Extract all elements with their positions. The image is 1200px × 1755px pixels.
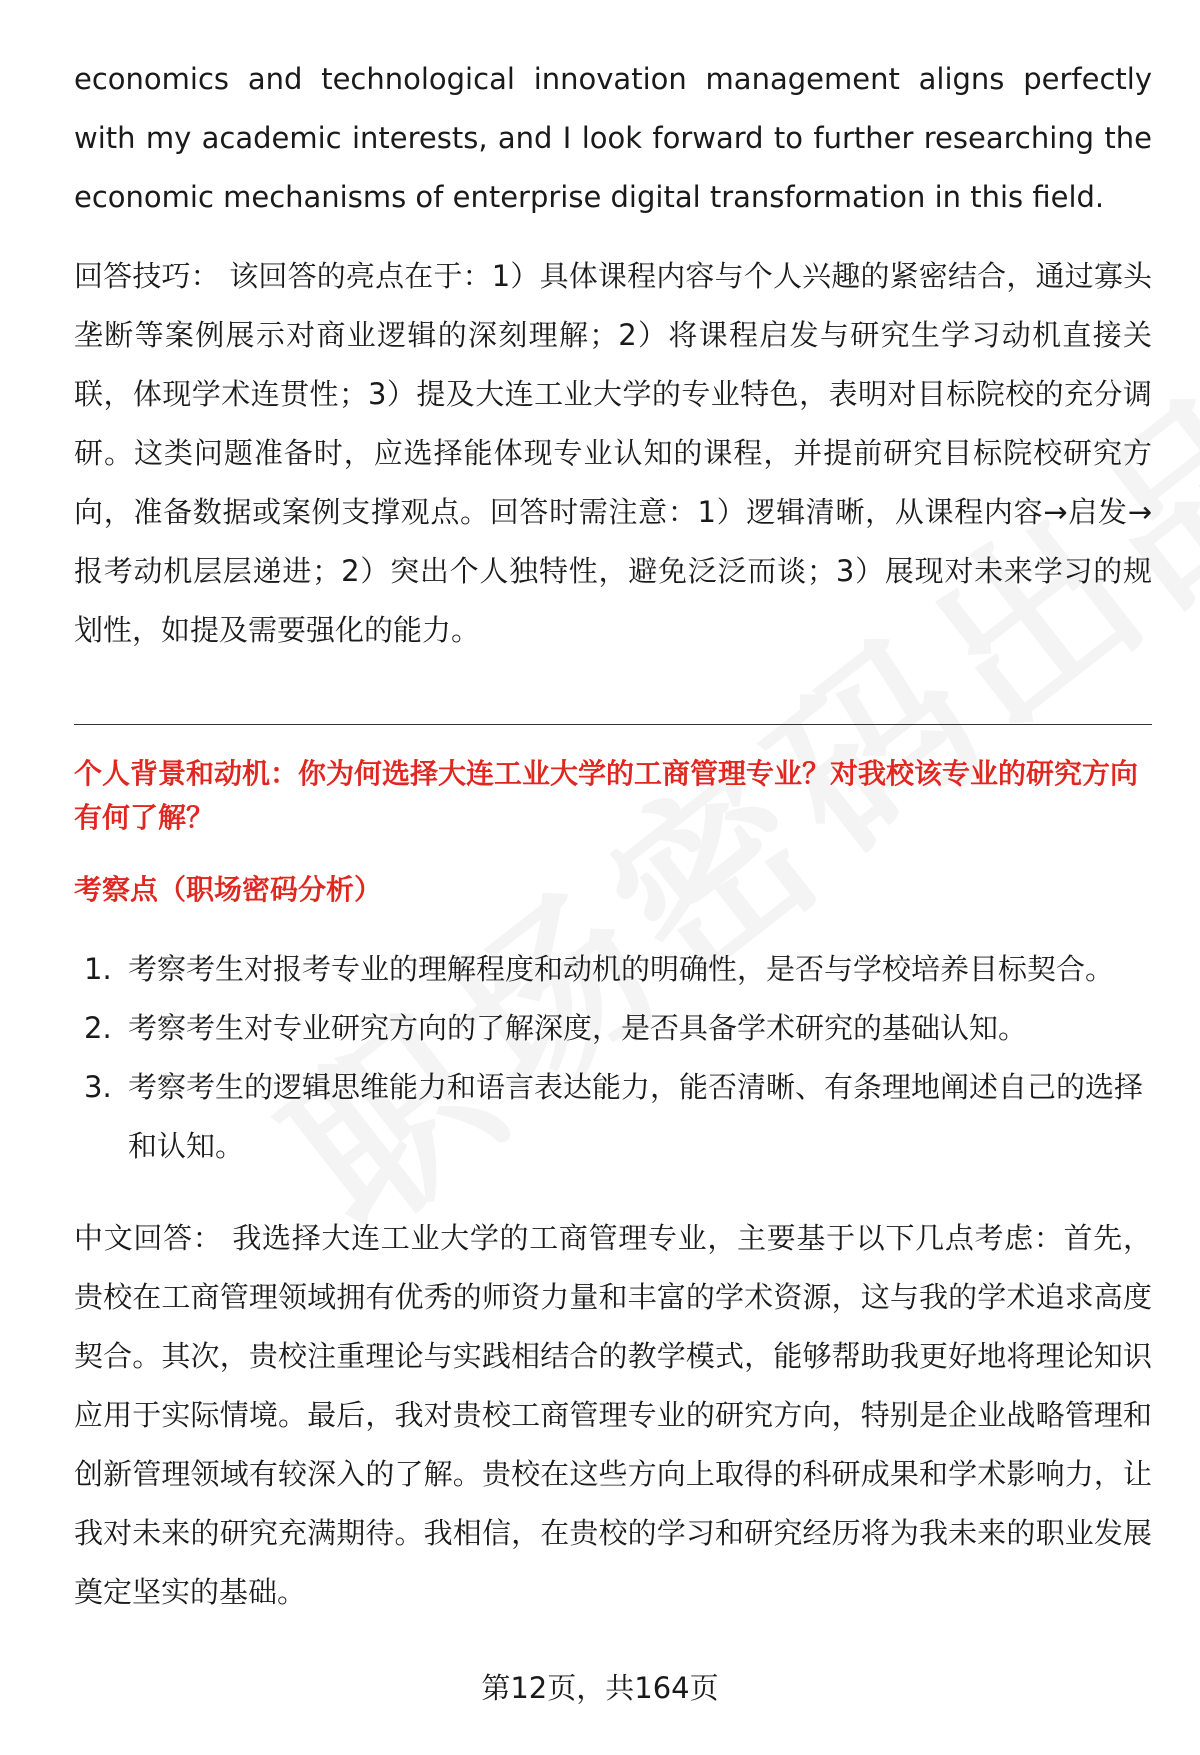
list-item xyxy=(74,1058,1152,1176)
chinese-answer-paragraph: 中文回答： 我选择大连工业大学的工商管理专业，主要基于以下几点考虑：首先，贵校在工商管理领域拥有优秀的师资力量和丰富的学术资源，这与我的学术追求高度契合。其次，贵校注重理论与实践相结合的教学模式，能够帮助我更好地将理论知识应用于实际情境。最后，我对贵校工商管理专业的研究方向，特别是企业战略管理和创新管理领域有较深入的了解。贵校在这些方向上取得的科研成果和学术影响力，让我对未来的研究充满期待。我相信，在贵校的学习和研究经历将为我未来的职业发展奠定坚实的基础。 xyxy=(74,1221,1152,1609)
assessment-heading: 考察点（职场密码分析） xyxy=(74,873,383,906)
list-text: 考察考生对专业研究方向的了解深度，是否具备学术研究的基础认知。 xyxy=(128,1011,1028,1045)
list-number: 2. xyxy=(84,1011,112,1045)
question-heading: 个人背景和动机：你为何选择大连工业大学的工商管理专业？对我校该专业的研究方向有何了解？ xyxy=(74,757,1139,834)
page-footer: 第12页，共164页 xyxy=(481,1671,719,1705)
chinese-answer-block xyxy=(74,1209,1152,1622)
answer-tips-paragraph: 回答技巧： 该回答的亮点在于：1）具体课程内容与个人兴趣的紧密结合，通过寡头垄断等案例展示对商业逻辑的深刻理解；2）将课程启发与研究生学习动机直接关联，体现学术连贯性；3）提及大连工业大学的专业特色，表明对目标院校的充分调研。这类问题准备时，应选择能体现专业认知的课程，并提前研究目标院校研究方向，准备数据或案例支撑观点。回答时需注意：1）逻辑清晰，从课程内容→启发→报考动机层层递进；2）突出个人独特性，避免泛泛而谈；3）展现对未来学习的规划性，如提及需要强化的能力。 xyxy=(74,259,1152,647)
intro-paragraph: economics and technological innovation management aligns perfectly with my academic interests, and I look forward to further researching the economic mechanisms of enterprise digital transformation in this field. xyxy=(74,62,1152,214)
watermark xyxy=(225,559,1056,1300)
section-divider xyxy=(74,724,1152,725)
list-item xyxy=(74,999,1152,1058)
list-number: 3. xyxy=(84,1070,112,1104)
list-number: 1. xyxy=(84,952,112,986)
list-text: 考察考生对报考专业的理解程度和动机的明确性，是否与学校培养目标契合。 xyxy=(128,952,1115,986)
upper-content xyxy=(74,50,1152,660)
list-text: 考察考生的逻辑思维能力和语言表达能力，能否清晰、有条理地阐述自己的选择和认知。 xyxy=(128,1070,1144,1163)
list-item xyxy=(74,940,1152,999)
assessment-list xyxy=(74,940,1152,1176)
